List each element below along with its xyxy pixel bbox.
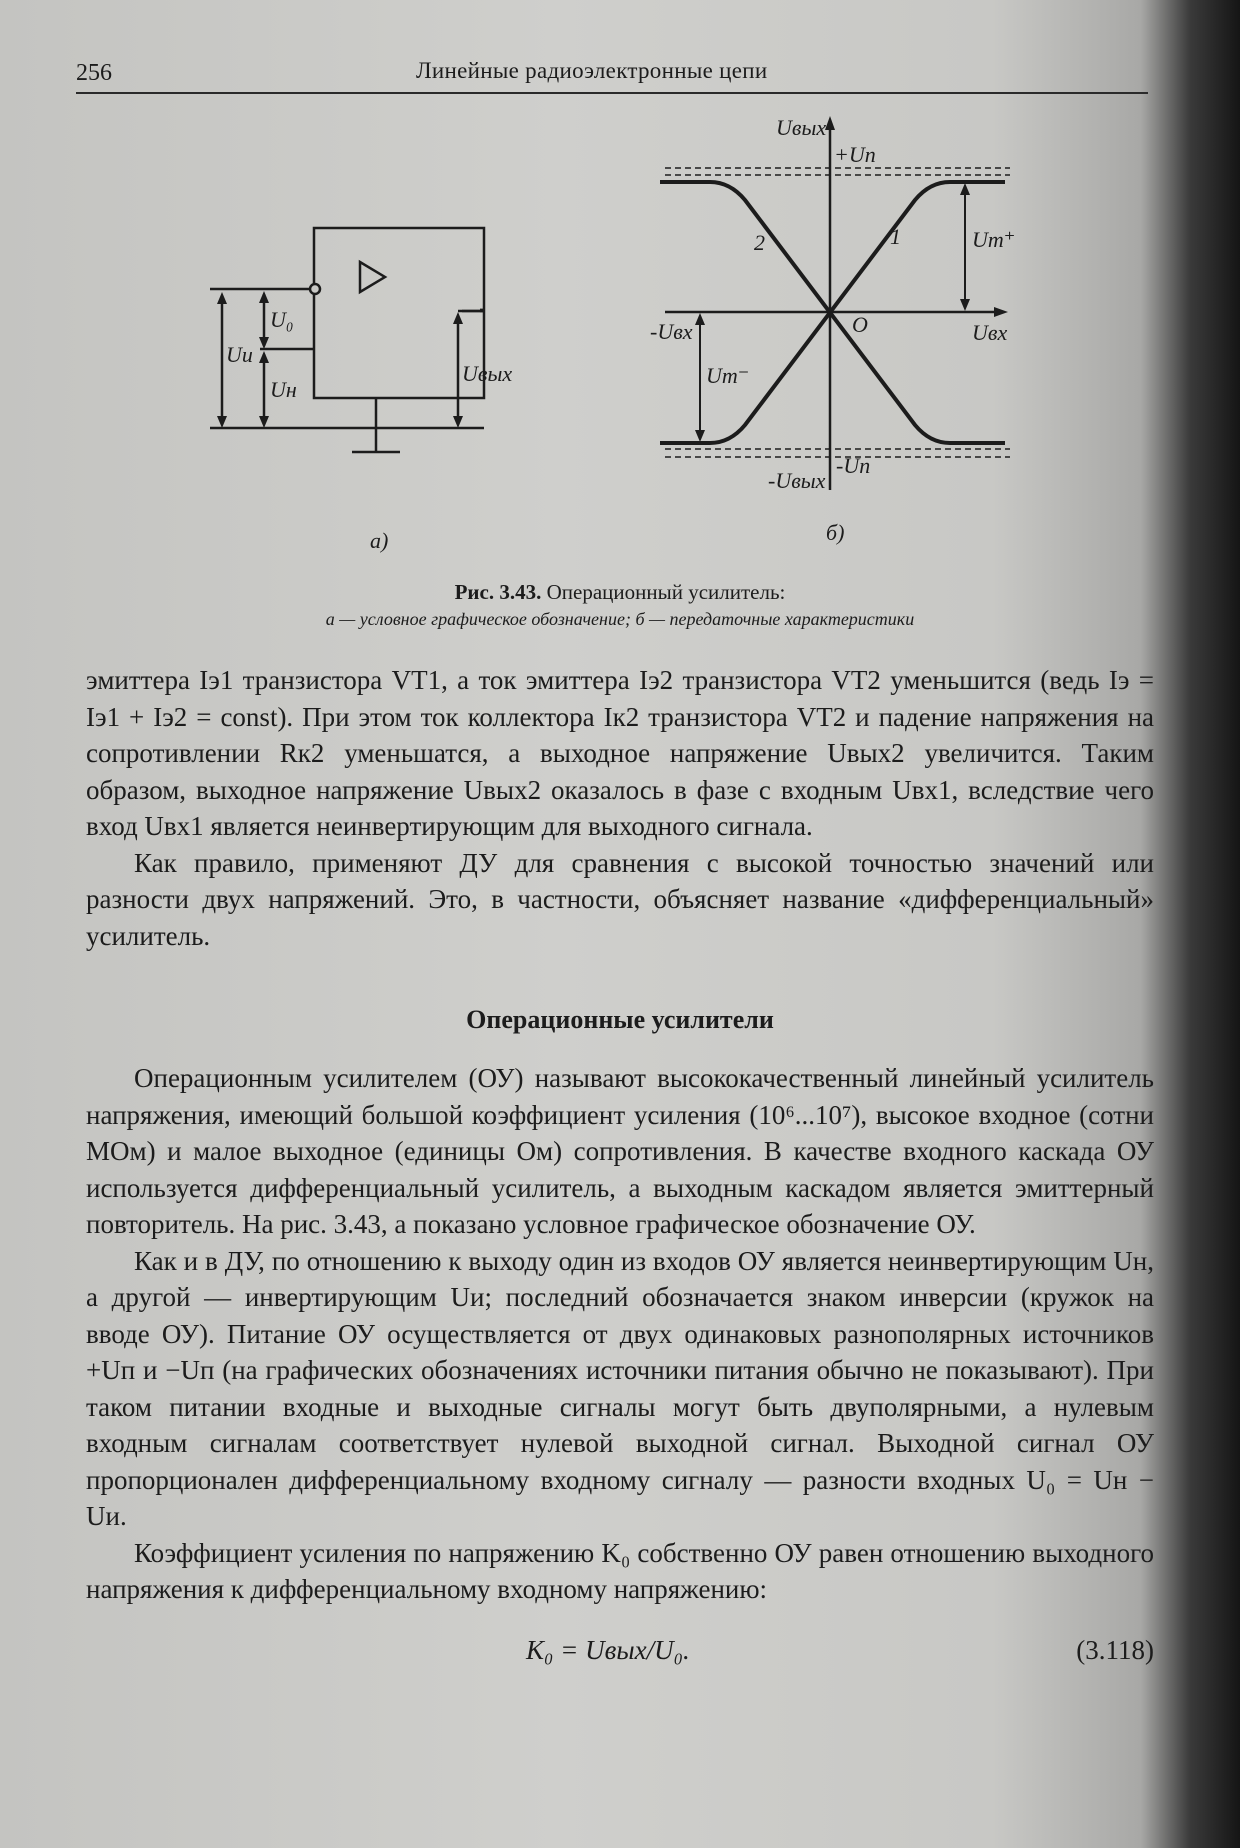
- fig-b-panel-label: б): [826, 520, 845, 545]
- fig-a-panel-label: а): [370, 528, 389, 553]
- um-plus-arrow-bottom: [960, 299, 970, 311]
- fig-a-label-un: Uн: [270, 377, 297, 402]
- opamp-triangle: [360, 262, 385, 292]
- caption-title: Операционный усилитель:: [546, 580, 786, 604]
- um-minus-arrow-bottom: [695, 430, 705, 442]
- fig-b-minus-supply: -Uп: [836, 453, 871, 478]
- opamp-symbol: [210, 228, 484, 452]
- fig-b-axis-y: Uвых: [776, 115, 827, 140]
- x-axis-arrow: [994, 307, 1008, 317]
- un-arrow-head-bottom: [259, 416, 269, 428]
- formula-3-118: [86, 1635, 1154, 1675]
- inversion-circle: [310, 284, 320, 294]
- caption-subtitle: а — условное графическое обозначение; б — передаточные характеристики: [325, 609, 915, 629]
- fig-b-neg-y: -Uвых: [768, 468, 826, 493]
- fig-a-label-ui: Uи: [226, 342, 253, 367]
- figure-3-43: [0, 0, 1240, 570]
- formula-expression: K₀ = Uвых/U₀.: [526, 1635, 690, 1665]
- formula-number: (3.118): [1076, 1635, 1154, 1665]
- running-title: Линейные радиоэлектронные цепи: [416, 58, 768, 83]
- fig-b-plus-supply: +Uп: [834, 142, 876, 167]
- fig-b-curve-1: 1: [890, 224, 901, 249]
- fig-a-voltage-arrows: [217, 291, 484, 428]
- paragraph-5: Коэффициент усиления по напряжению K₀ собственно ОУ равен отношению выходного напряжения к дифференциальному входному напряжению:: [86, 1537, 1154, 1604]
- un-arrow-head-top: [259, 351, 269, 363]
- ui-arrow-head-top: [217, 292, 227, 304]
- transfer-characteristics: [660, 116, 1010, 490]
- fig-b-axis-x: Uвх: [972, 320, 1008, 345]
- ui-arrow-head-bottom: [217, 416, 227, 428]
- figure-caption: [140, 580, 1100, 630]
- y-axis-arrow: [825, 116, 835, 130]
- um-minus-arrow-top: [695, 313, 705, 325]
- output-wiring: [462, 310, 484, 311]
- body-text-bottom: [86, 1060, 1154, 1608]
- paragraph-2: Как правило, применяют ДУ для сравнения с высокой точностью значений или разности двух напряжений. Это, в частности, объясняет название «дифференциальный» усилитель.: [86, 847, 1154, 951]
- fig-b-neg-x: -Uвх: [650, 319, 693, 344]
- u0-arrow-head-top: [259, 291, 269, 303]
- uout-arrow-head-top: [453, 312, 463, 324]
- um-plus-arrow-top: [960, 183, 970, 195]
- fig-b-amp-plus: Um⁺: [972, 227, 1016, 252]
- fig-b-curve-2: 2: [754, 230, 765, 255]
- page-number: 256: [76, 60, 112, 86]
- paragraph-4: Как и в ДУ, по отношению к выходу один из входов ОУ является неинвертирующим Uн, а другой — инвертирующим Uи; последний обозначается знаком инверсии (кружок на вводе ОУ). Питание ОУ осуществляется от двух одинаковых разнополярных источников +Uп и −Uп (на графических обозначениях источники питания обычно не показывают). При таком питании входные и выходные сигналы могут быть двуполярными, а нулевым входным сигналам соответствует нулевой выходной сигнал. Выходной сигнал ОУ пропорционален дифференциальному входному сигналу — разности входных U₀ = Uн − Uи.: [86, 1245, 1154, 1531]
- u0-arrow-head-bottom: [259, 337, 269, 349]
- paragraph-1: эмиттера Iэ1 транзистора VT1, а ток эмиттера Iэ2 транзистора VT2 уменьшится (ведь Iэ = Iэ1 + Iэ2 = const). При этом ток коллектора Iк2 транзистора VT2 и падение напряжения на сопротивлении Rк2 уменьшатся, а выходное напряжение Uвых2 увеличится. Таким образом, выходное напряжение Uвых2 оказалось в фазе с входным Uвх1, вследствие чего вход Uвх1 является неинвертирующим для выходного сигнала.: [86, 665, 1154, 841]
- fig-a-label-u0: U₀: [270, 307, 294, 332]
- caption-number: Рис. 3.43.: [454, 580, 542, 604]
- uout-arrow-head-bottom: [453, 416, 463, 428]
- body-text-top: [86, 662, 1154, 954]
- fig-b-amp-minus: Um⁻: [706, 363, 750, 388]
- paragraph-3: Операционным усилителем (ОУ) называют высококачественный линейный усилитель напряжения, имеющий большой коэффициент усиления (10⁶...10⁷), высокое входное (сотни МОм) и малое выходное (единицы Ом) сопротивления. В качестве входного каскада ОУ используется дифференциальный усилитель, а выходным каскадом является эмиттерный повторитель. На рис. 3.43, а показано условное графическое обозначение ОУ.: [86, 1063, 1154, 1239]
- fig-b-origin: O: [852, 312, 868, 337]
- section-heading: Операционные усилители: [466, 1005, 774, 1034]
- fig-a-label-uout: Uвых: [462, 361, 513, 386]
